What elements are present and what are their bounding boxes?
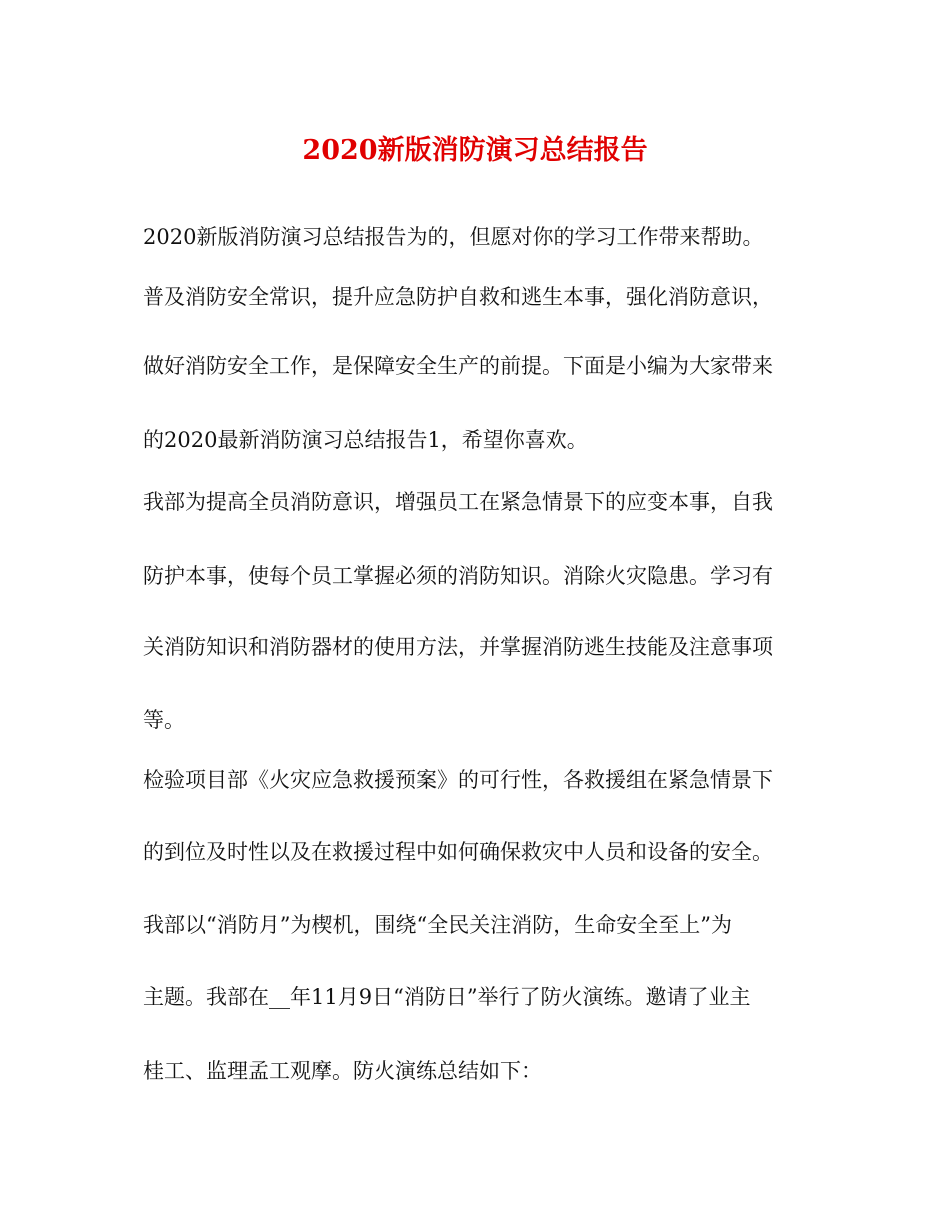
document-title: 2020新版消防演习总结报告 — [302, 135, 648, 166]
para1-line-2: 防护本事，使每个员工掌握必须的消防知识。消除火灾隐患。学习有 — [143, 564, 773, 588]
intro-line-1: 2020新版消防演习总结报告为的，但愿对你的学习工作带来帮助。 — [143, 225, 764, 249]
para2-line-1: 检验项目部《火灾应急救援预案》的可行性，各救援组在紧急情景下 — [143, 768, 773, 792]
para2-line-3: 我部以“消防月”为楔机，围绕“全民关注消防，生命安全至上”为 — [143, 913, 732, 937]
para2-line-2: 的到位及时性以及在救援过程中如何确保救灾中人员和设备的安全。 — [143, 840, 773, 864]
intro-line-3: 做好消防安全工作，是保障安全生产的前提。下面是小编为大家带来 — [143, 354, 773, 378]
para2-line-4: 主题。我部在__年11月9日“消防日”举行了防火演练。邀请了业主 — [143, 985, 751, 1009]
para1-line-4: 等。 — [143, 708, 185, 732]
intro-line-2: 普及消防安全常识，提升应急防护自救和逃生本事，强化消防意识， — [143, 285, 773, 309]
para1-line-1: 我部为提高全员消防意识，增强员工在紧急情景下的应变本事，自我 — [143, 490, 773, 514]
para2-line-5: 桂工、监理孟工观摩。防火演练总结如下： — [143, 1059, 542, 1083]
intro-line-4: 的2020最新消防演习总结报告1，希望你喜欢。 — [143, 428, 588, 452]
para1-line-3: 关消防知识和消防器材的使用方法，并掌握消防逃生技能及注意事项 — [143, 635, 773, 659]
